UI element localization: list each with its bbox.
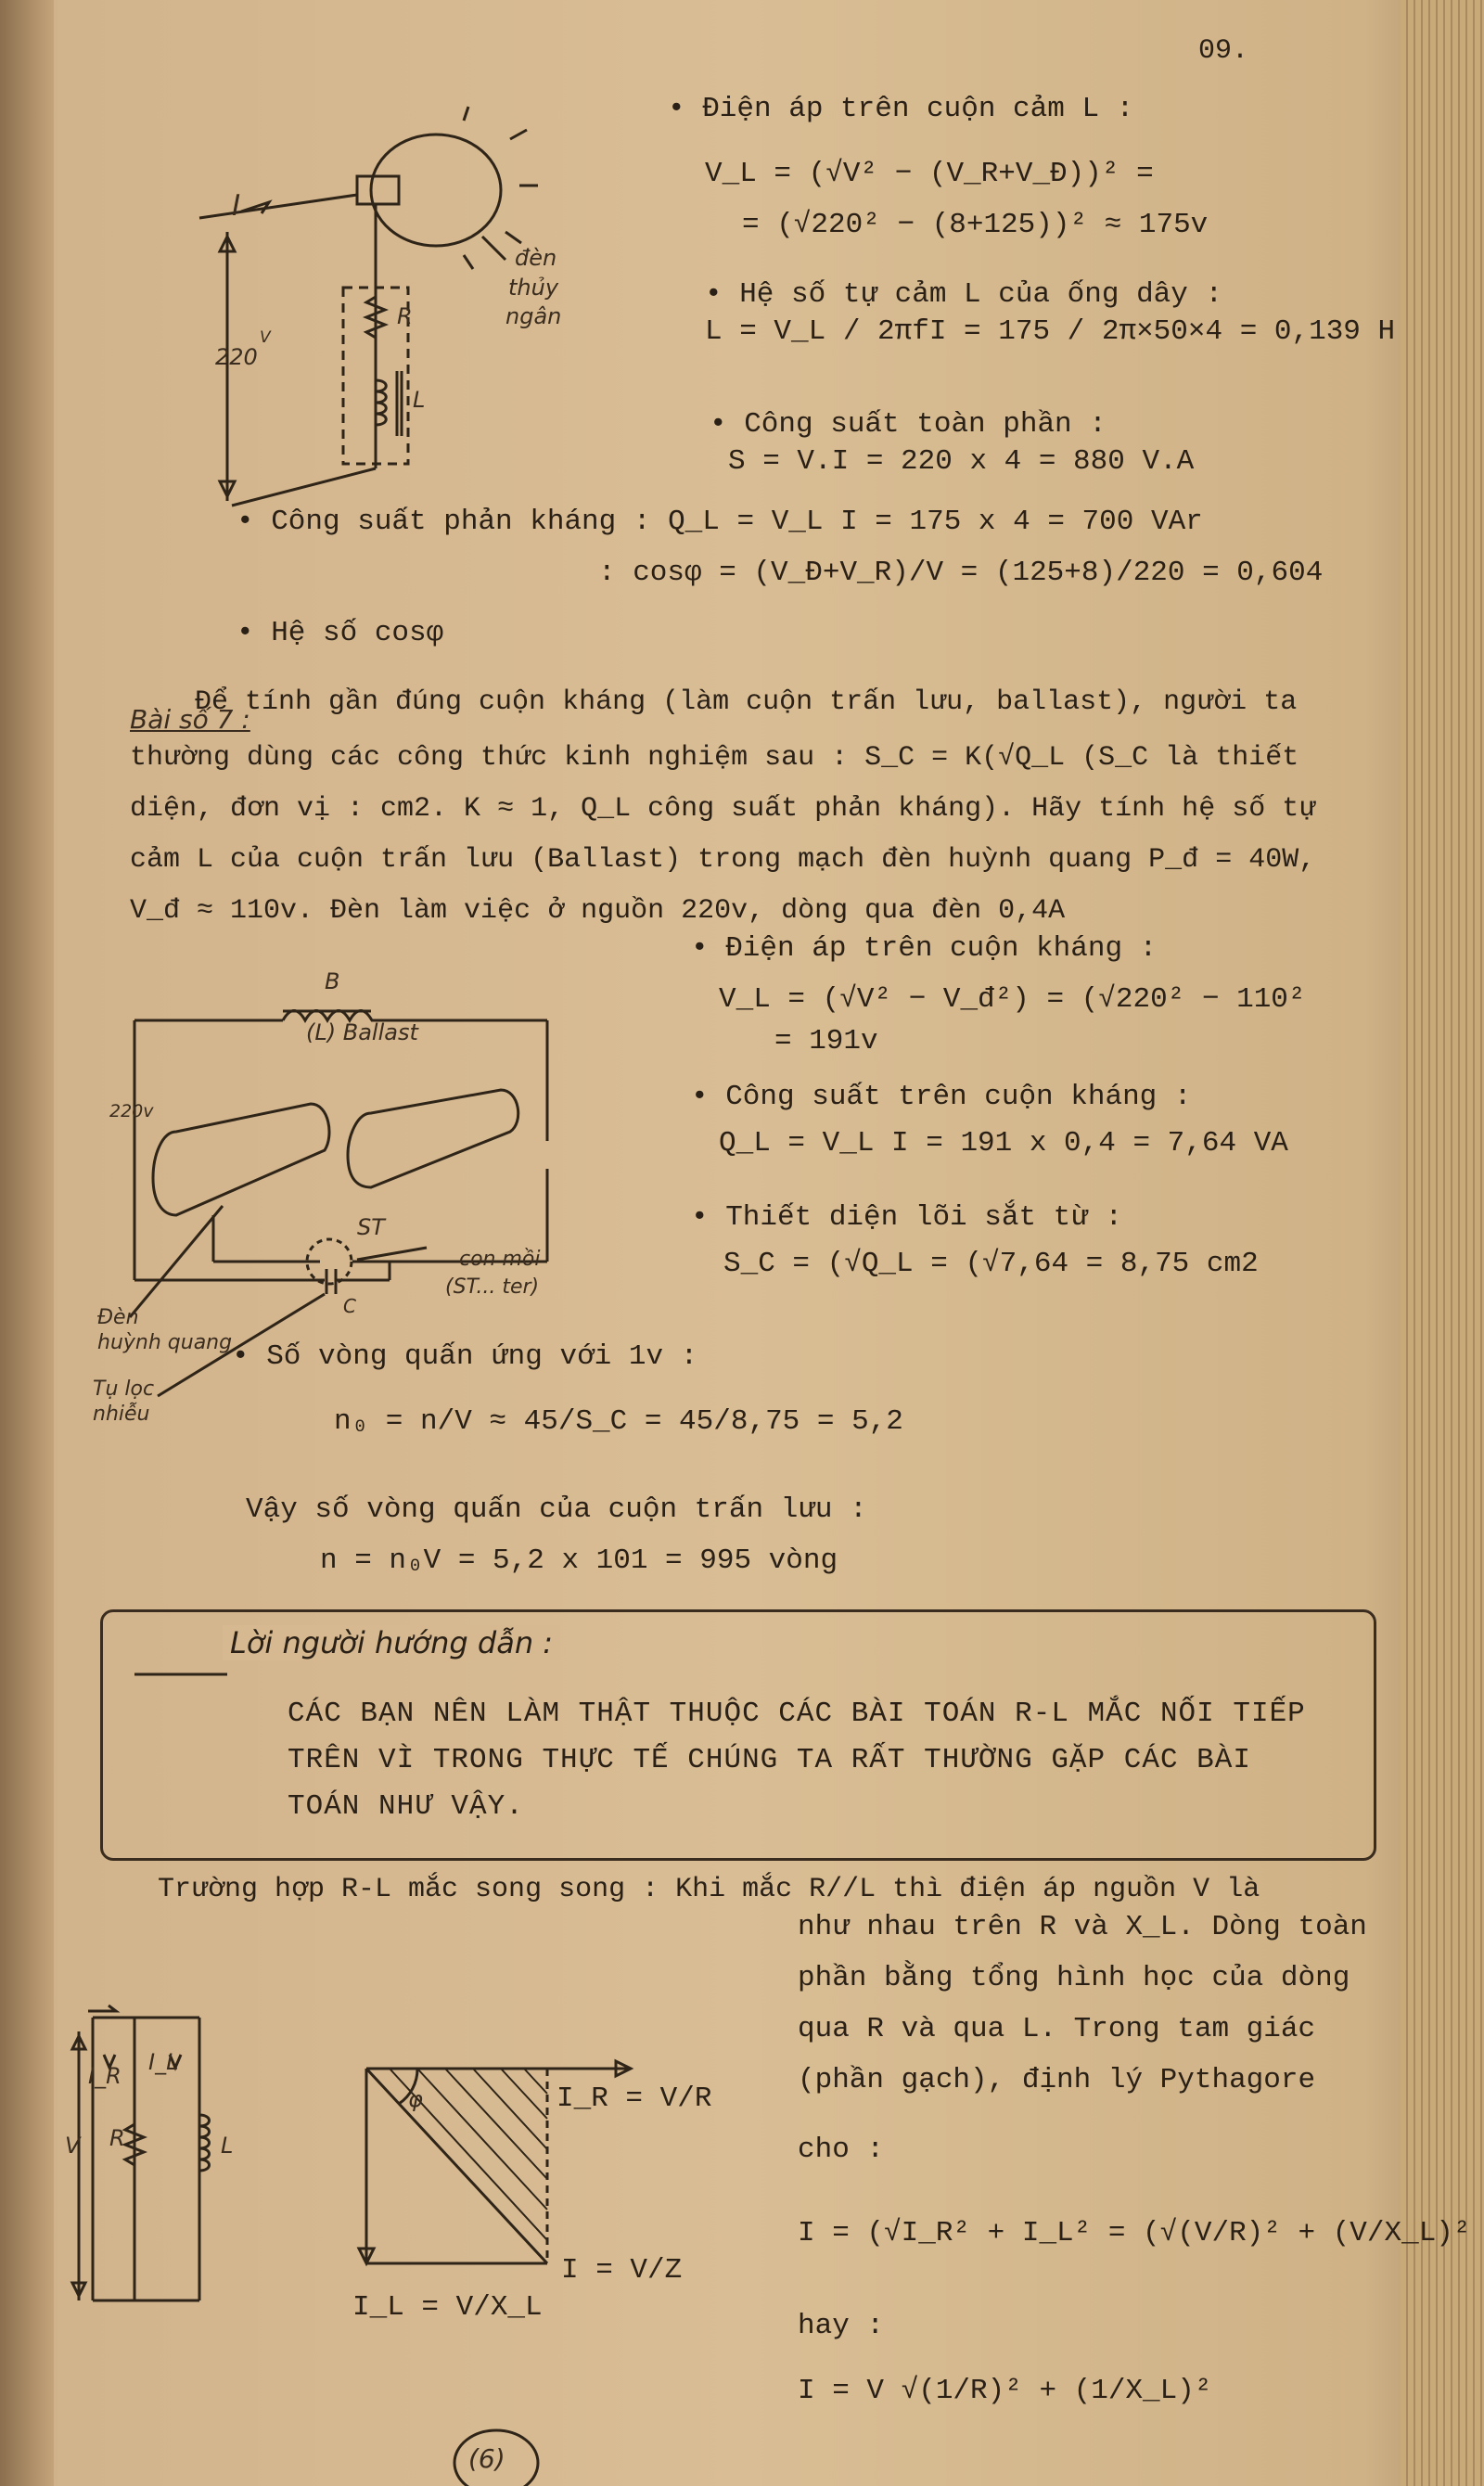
fig1-lamp-label-2: thủy [508,275,559,301]
mercury-lamp-circuit-diagram [199,107,538,506]
triangle-ir-label: I_R = V/R [556,2082,712,2115]
parallel-text-6: hay : [798,2310,885,2342]
lamp-bulb [371,135,501,246]
fig1-lamp-label-3: ngân [505,303,562,329]
ex6-line-3: = (√220² − (8+125))² ≈ 175v [742,209,1209,241]
ex6-line-6: • Công suất toàn phần : [710,408,1107,441]
parallel-text-3: qua R và qua L. Trong tam giác [798,2013,1316,2045]
ex7-title: Bài số 7 : [130,704,250,735]
fig2-capacitor-label: C [343,1295,356,1317]
ex7-solution-line-5: Q_L = V_L I = 191 x 0,4 = 7,64 VA [719,1127,1288,1160]
instructor-note-line-3: TOÁN NHƯ VẬY. [288,1790,524,1823]
fig1-inductor-label: L [413,387,426,413]
instructor-note-line-2: TRÊN VÌ TRONG THỰC TẾ CHÚNG TA RẤT THƯỜNG GẶP CÁC BÀI [288,1744,1251,1776]
ex6-line-4: • Hệ số tự cảm L của ống dây : [705,278,1223,311]
parallel-intro: Trường hợp R-L mắc song song : Khi mắc R//L thì điện áp nguồn V là [158,1874,1260,1905]
parallel-text-5: cho : [798,2134,885,2166]
fig2-voltage-label: 220v [109,1101,154,1121]
ex6-line-8: • Công suất phản kháng : Q_L = V_L I = 175 x 4 = 700 VAr [237,506,1203,538]
instructor-note-title: Lời người hướng dẫn : [223,1625,560,1660]
fig1-lamp-label-1: đèn [515,245,557,271]
parallel-inductor [199,2115,210,2171]
footer-mark: (6) [468,2443,505,2474]
ex6-line-2: V_L = (√V² − (V_R+V_Đ))² = [705,158,1154,190]
ex7-problem-line-5: V_đ ≈ 110v. Đèn làm việc ở nguồn 220v, dòng qua đèn 0,4A [130,895,1066,927]
parallel-text-2: phần bằng tổng hình học của dòng [798,1962,1350,1994]
starter-pointer [357,1248,427,1260]
fig1-voltage-label: 220 [215,344,258,370]
ex6-line-10: • Hệ số cosφ [237,617,444,649]
fig1-voltage-unit: V [260,328,271,347]
ex7-solution-line-8: • Số vòng quấn ứng với 1v : [232,1340,698,1373]
parallel-text-1: như nhau trên R và X_L. Dòng toàn [798,1911,1367,1943]
page-number: 09. [1198,35,1249,67]
triangle-phi-label: φ [408,2086,423,2112]
ex7-solution-line-4: • Công suất trên cuộn kháng : [691,1081,1192,1113]
fig2-cap-note-1: Tụ lọc [93,1378,155,1401]
ex6-line-1: • Điện áp trên cuộn cảm L : [668,93,1134,125]
fig2-starter-label: ST [357,1214,385,1240]
ex6-line-9: : cosφ = (V_Đ+V_R)/V = (125+8)/220 = 0,604 [598,557,1324,589]
ex7-solution-line-7: S_C = (√Q_L = (√7,64 = 8,75 cm2 [723,1248,1259,1280]
phasor-hypotenuse [366,2069,547,2263]
ex7-solution-line-11: n = n₀V = 5,2 x 101 = 995 vòng [320,1544,838,1577]
triangle-il-label: I_L = V/X_L [352,2291,543,2324]
inductor-symbol [376,380,386,425]
circuit-ir-label: I_R [88,2063,122,2089]
fig2-cap-note-2: nhiễu [93,1403,150,1426]
fluorescent-tube-right [348,1090,518,1187]
instructor-note-line-1: CÁC BẠN NÊN LÀM THẬT THUỘC CÁC BÀI TOÁN R-L MẮC NỐI TIẾP [288,1698,1306,1730]
lamp-pointer [130,1206,223,1317]
ex6-line-7: S = V.I = 220 x 4 = 880 V.A [728,445,1195,478]
ex7-problem-line-2: thường dùng các công thức kinh nghiệm sau : S_C = K(√Q_L (S_C là thiết [130,742,1299,774]
ex6-line-5: L = V_L / 2πfI = 175 / 2π×50×4 = 0,139 H [705,315,1396,348]
fig2-starter-note-2: (ST... ter) [445,1275,540,1299]
ex7-solution-line-6: • Thiết diện lõi sắt từ : [691,1201,1123,1234]
ex7-solution-line-2: V_L = (√V² − V_đ²) = (√220² − 110² [719,983,1306,1016]
fig2-starter-note-1: con mồi [459,1248,541,1271]
ex7-solution-line-10: Vậy số vòng quấn của cuộn trấn lưu : [246,1493,867,1526]
circuit-r-label: R [109,2125,125,2151]
fig2-lamp-note-1: Đèn [97,1306,139,1329]
parallel-formula-2: I = V √(1/R)² + (1/X_L)² [798,2375,1212,2407]
parallel-text-4: (phần gạch), định lý Pythagore [798,2064,1316,2096]
ex7-problem-line-3: diện, đơn vị : cm2. K ≈ 1, Q_L công suất phản kháng). Hãy tính hệ số tự [130,793,1316,825]
ex7-solution-line-9: n₀ = n/V ≈ 45/S_C = 45/8,75 = 5,2 [334,1405,903,1438]
fluorescent-tube-left [153,1104,329,1215]
fig1-resistor-label: R [397,303,413,329]
fig2-lamp-note-2: huỳnh quang [97,1331,233,1354]
fig1-current-label: I [232,189,241,223]
circuit-l-label: L [221,2133,234,2159]
lamp-base [357,176,399,204]
ex7-solution-line-3: = 191v [774,1025,878,1057]
circuit-v-label: V [65,2133,81,2159]
circuit-il-label: I_L [148,2049,179,2075]
triangle-i-label: I = V/Z [561,2254,683,2287]
parallel-rl-circuit-diagram [72,2005,210,2300]
ex7-problem-line-4: cảm L của cuộn trấn lưu (Ballast) trong mạch đèn huỳnh quang P_đ = 40W, [130,844,1316,876]
fig2-ballast-b: B [325,968,340,994]
parallel-formula-1: I = (√I_R² + I_L² = (√(V/R)² + (V/X_L)² [798,2217,1471,2249]
ex7-solution-line-1: • Điện áp trên cuộn kháng : [691,932,1158,965]
ex7-problem-line-1: Để tính gần đúng cuộn kháng (làm cuộn trấn lưu, ballast), người ta [195,686,1298,718]
fig2-ballast-label: (L) Ballast [306,1019,418,1045]
lamp-feed-wire [199,195,357,218]
